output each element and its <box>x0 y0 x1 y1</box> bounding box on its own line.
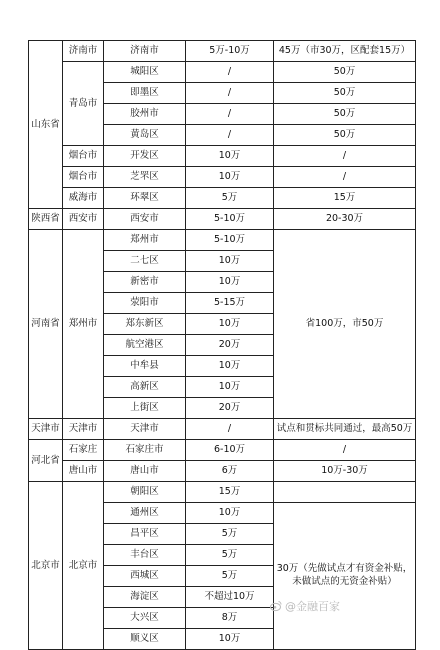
table-row <box>29 461 416 482</box>
city-cell: 石家庄 <box>63 440 104 461</box>
amount-cell: 5万 <box>186 524 274 545</box>
total-cell: 50万 <box>274 104 416 125</box>
amount-cell: / <box>186 83 274 104</box>
amount-cell: 10万 <box>186 377 274 398</box>
district-cell: 芝罘区 <box>104 167 186 188</box>
watermark <box>270 598 340 614</box>
subsidy-table <box>28 40 416 650</box>
total-cell: 50万 <box>274 125 416 146</box>
amount-cell: 5万-10万 <box>186 41 274 62</box>
district-cell: 石家庄市 <box>104 440 186 461</box>
district-cell: 昌平区 <box>104 524 186 545</box>
table-row <box>29 230 416 251</box>
amount-cell: 8万 <box>186 608 274 629</box>
table-row <box>29 146 416 167</box>
total-cell: 15万 <box>274 188 416 209</box>
district-cell: 新密市 <box>104 272 186 293</box>
district-cell: 城阳区 <box>104 62 186 83</box>
district-cell: 通州区 <box>104 503 186 524</box>
amount-cell: / <box>186 104 274 125</box>
city-cell: 威海市 <box>63 188 104 209</box>
total-cell: 10万-30万 <box>274 461 416 482</box>
district-cell: 高新区 <box>104 377 186 398</box>
table-row <box>29 482 416 503</box>
amount-cell: 5万 <box>186 545 274 566</box>
amount-cell: 6-10万 <box>186 440 274 461</box>
city-cell: 烟台市 <box>63 146 104 167</box>
table-row <box>29 188 416 209</box>
district-cell: 大兴区 <box>104 608 186 629</box>
total-cell <box>274 482 416 503</box>
amount-cell: 6万 <box>186 461 274 482</box>
table-row <box>29 167 416 188</box>
total-cell: 30万（先做试点才有资金补贴，未做试点的无资金补贴） <box>274 503 416 650</box>
city-cell: 济南市 <box>63 41 104 62</box>
amount-cell: 5-10万 <box>186 209 274 230</box>
amount-cell: 10万 <box>186 503 274 524</box>
province-cell: 天津市 <box>29 419 63 440</box>
total-cell: 试点和贯标共同通过，最高50万 <box>274 419 416 440</box>
district-cell: 胶州市 <box>104 104 186 125</box>
city-cell: 唐山市 <box>63 461 104 482</box>
city-cell: 北京市 <box>63 482 104 650</box>
province-cell: 北京市 <box>29 482 63 650</box>
total-cell: 50万 <box>274 62 416 83</box>
amount-cell: 10万 <box>186 167 274 188</box>
amount-cell: 20万 <box>186 335 274 356</box>
province-cell: 河南省 <box>29 230 63 419</box>
amount-cell: 20万 <box>186 398 274 419</box>
total-cell: / <box>274 146 416 167</box>
table-row <box>29 419 416 440</box>
amount-cell: 5-10万 <box>186 230 274 251</box>
district-cell: 上街区 <box>104 398 186 419</box>
total-cell: 50万 <box>274 83 416 104</box>
district-cell: 即墨区 <box>104 83 186 104</box>
amount-cell: 不超过10万 <box>186 587 274 608</box>
amount-cell: / <box>186 62 274 83</box>
district-cell: 荥阳市 <box>104 293 186 314</box>
district-cell: 唐山市 <box>104 461 186 482</box>
total-cell: / <box>274 167 416 188</box>
amount-cell: 5万 <box>186 566 274 587</box>
table-row <box>29 62 416 83</box>
amount-cell: 10万 <box>186 272 274 293</box>
amount-cell: 10万 <box>186 146 274 167</box>
city-cell: 西安市 <box>63 209 104 230</box>
district-cell: 郑东新区 <box>104 314 186 335</box>
district-cell: 黄岛区 <box>104 125 186 146</box>
total-cell: 20-30万 <box>274 209 416 230</box>
amount-cell: 5万 <box>186 188 274 209</box>
total-cell: 45万（市30万，区配套15万） <box>274 41 416 62</box>
total-cell: / <box>274 440 416 461</box>
district-cell: 丰台区 <box>104 545 186 566</box>
district-cell: 郑州市 <box>104 230 186 251</box>
table-row <box>29 440 416 461</box>
district-cell: 朝阳区 <box>104 482 186 503</box>
district-cell: 天津市 <box>104 419 186 440</box>
city-cell: 郑州市 <box>63 230 104 419</box>
city-cell: 青岛市 <box>63 62 104 146</box>
district-cell: 济南市 <box>104 41 186 62</box>
amount-cell: 15万 <box>186 482 274 503</box>
district-cell: 二七区 <box>104 251 186 272</box>
province-cell: 陕西省 <box>29 209 63 230</box>
city-cell: 烟台市 <box>63 167 104 188</box>
district-cell: 海淀区 <box>104 587 186 608</box>
table-row <box>29 209 416 230</box>
city-cell: 天津市 <box>63 419 104 440</box>
amount-cell: 10万 <box>186 356 274 377</box>
province-cell: 河北省 <box>29 440 63 482</box>
amount-cell: 10万 <box>186 314 274 335</box>
watermark-text: @金融百家 <box>285 600 340 613</box>
district-cell: 环翠区 <box>104 188 186 209</box>
province-cell: 山东省 <box>29 41 63 209</box>
district-cell: 西安市 <box>104 209 186 230</box>
amount-cell: 10万 <box>186 251 274 272</box>
district-cell: 中牟县 <box>104 356 186 377</box>
total-cell: 省100万，市50万 <box>274 230 416 419</box>
table-row <box>29 41 416 62</box>
district-cell: 顺义区 <box>104 629 186 650</box>
district-cell: 西城区 <box>104 566 186 587</box>
district-cell: 开发区 <box>104 146 186 167</box>
weibo-icon <box>270 600 282 612</box>
amount-cell: / <box>186 125 274 146</box>
amount-cell: 10万 <box>186 629 274 650</box>
amount-cell: 5-15万 <box>186 293 274 314</box>
district-cell: 航空港区 <box>104 335 186 356</box>
amount-cell: / <box>186 419 274 440</box>
